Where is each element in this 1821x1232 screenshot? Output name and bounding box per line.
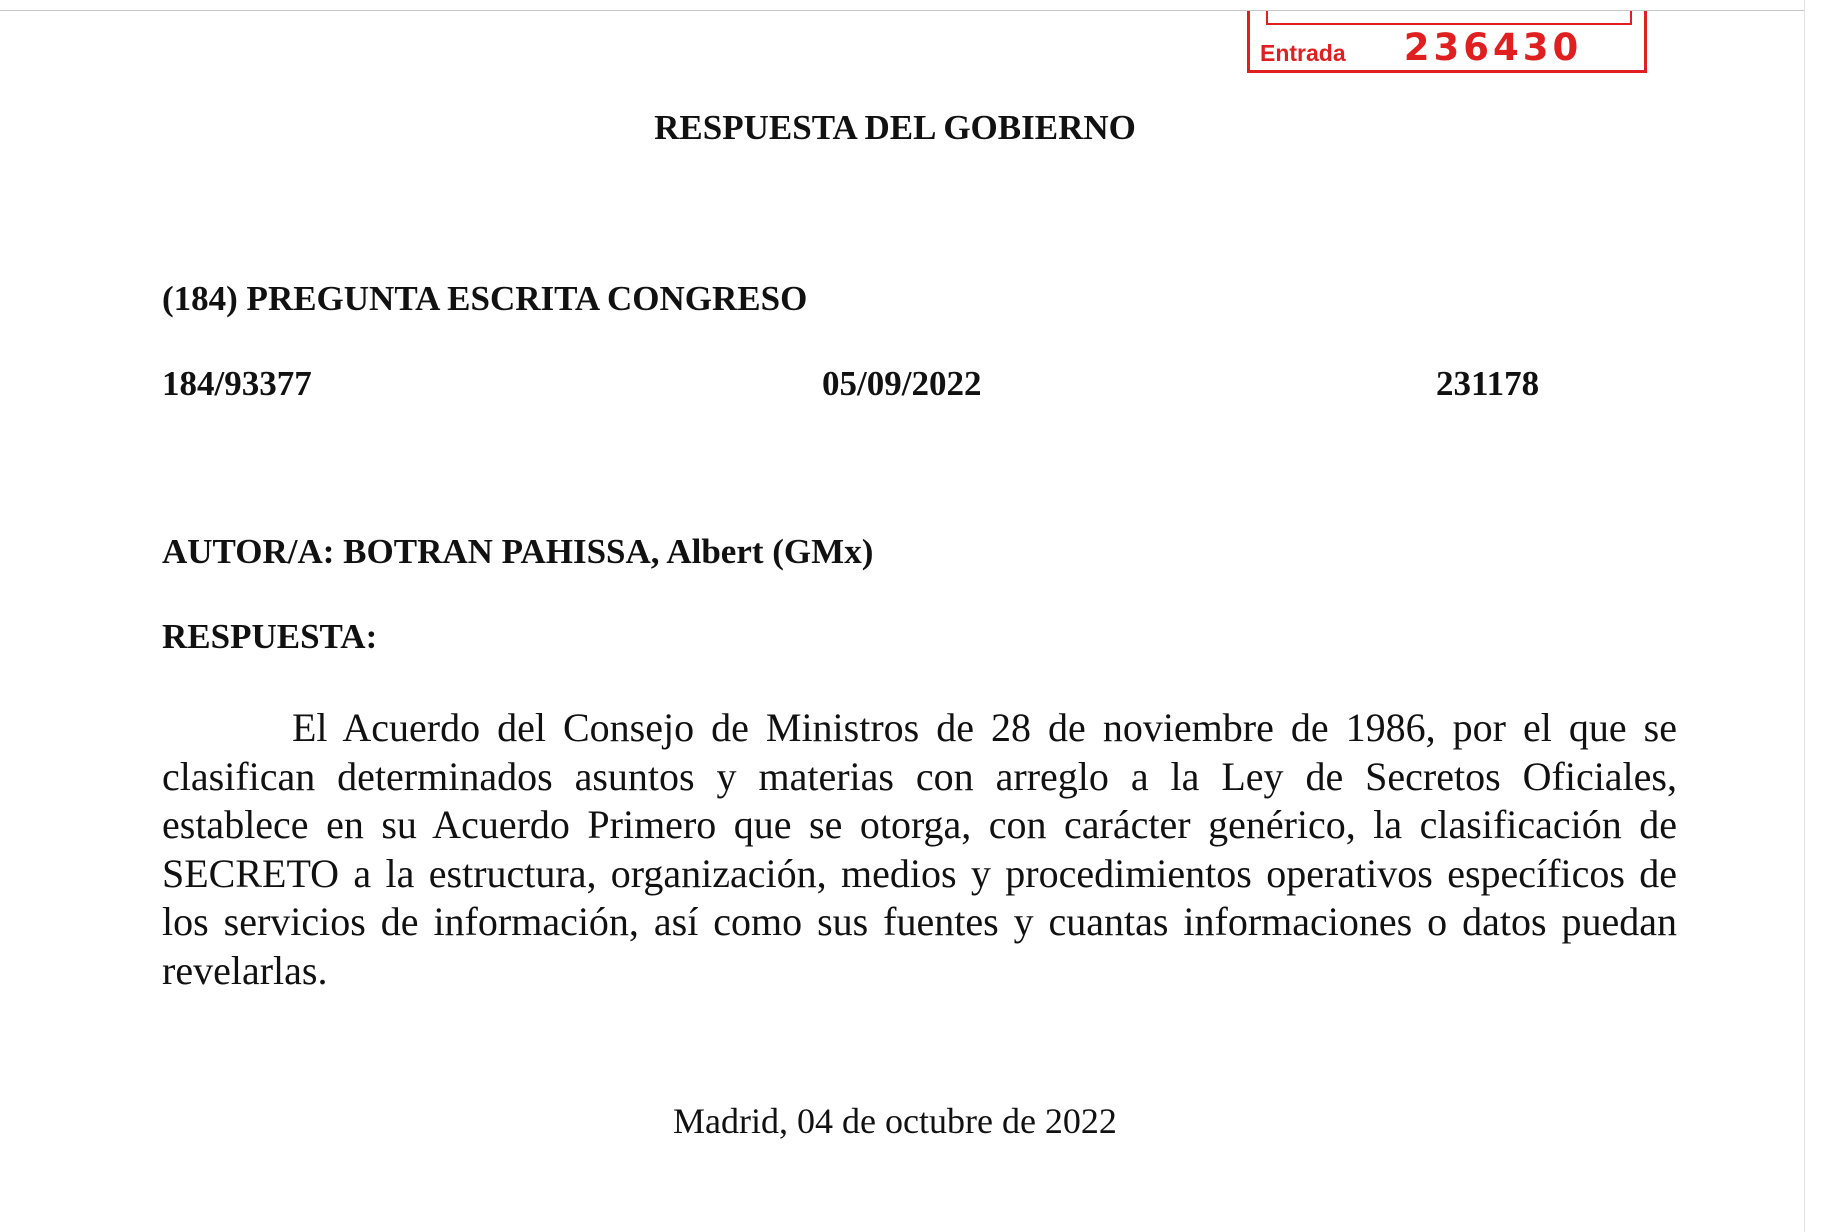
stamp-entry-number: 236430 [1360, 26, 1626, 72]
reference-number: 184/93377 [162, 364, 312, 403]
record-code: 231178 [1436, 364, 1540, 403]
response-label: RESPUESTA: [162, 617, 378, 656]
stamp-label: Entrada [1260, 40, 1346, 66]
question-type: (184) PREGUNTA ESCRITA CONGRESO [162, 279, 808, 318]
entry-stamp [1247, 11, 1647, 73]
stamp-inner-frame [1266, 11, 1632, 25]
author-line: AUTOR/A: BOTRAN PAHISSA, Albert (GMx) [162, 532, 874, 571]
response-body: El Acuerdo del Consejo de Ministros de 28 de noviembre de 1986, por el que se clasifican determinados asuntos y materias con arreglo a la Ley de Secretos Oficiales, establece en su Acuerdo Primero que se otorga, con carácter genérico, la clasificación de SECRETO a la estructura, organización, medios y procedimientos operativos específicos de los servicios de información, así como sus fuentes y cuantas informaciones o datos puedan revelarlas. [162, 705, 1677, 993]
signoff-place-date: Madrid, 04 de octubre de 2022 [673, 1101, 1117, 1141]
document-title: RESPUESTA DEL GOBIERNO [654, 108, 1136, 147]
vertical-scrollbar[interactable] [1804, 0, 1821, 1232]
question-date: 05/09/2022 [822, 364, 982, 403]
